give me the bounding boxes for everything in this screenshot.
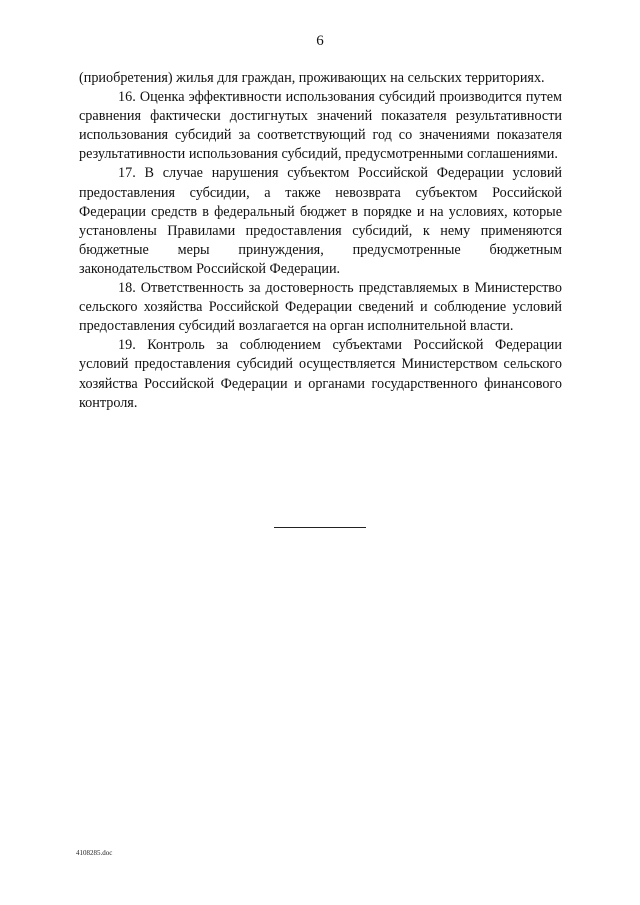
paragraph-continuation: (приобретения) жилья для граждан, проживающих на сельских территориях. xyxy=(79,70,545,86)
end-divider-line xyxy=(274,527,366,528)
paragraph-19: 19. Контроль за соблюдением субъектами Российской Федерации условий предоставления субсидий осуществляется Министерством сельского хозяйства Российской Федерации и органами государственного финансового контроля. xyxy=(79,337,562,411)
document-body xyxy=(79,69,562,413)
footer-file-name: 4108285.doc xyxy=(76,849,113,857)
page-number: 6 xyxy=(316,33,324,49)
paragraph-17: 17. В случае нарушения субъектом Российской Федерации условий предоставления субсидии, а также невозврата субъектом Российской Федерации средств в федеральный бюджет в порядке и на условиях, которые установлены Правилами предоставления субсидий, к нему применяются бюджетные меры принуждения, предусмотренные бюджетным законодательством Российской Федерации. xyxy=(79,165,562,277)
paragraph-16: 16. Оценка эффективности использования субсидий производится путем сравнения фактически достигнутых значений показателя результативности использования субсидий за соответствующий год со значениями показателя результативности использования субсидий, предусмотренными соглашениями. xyxy=(79,89,562,163)
paragraph-18: 18. Ответственность за достоверность представляемых в Министерство сельского хозяйства Российской Федерации сведений и соблюдение условий предоставления субсидий возлагается на орган исполнительной власти. xyxy=(79,280,562,335)
